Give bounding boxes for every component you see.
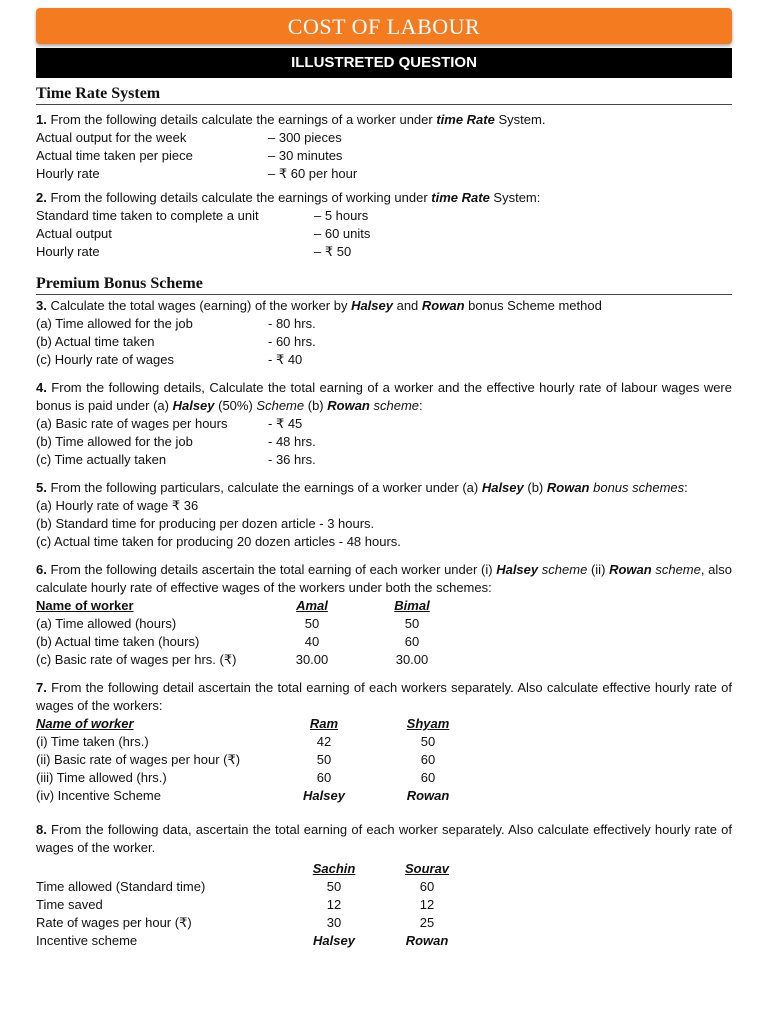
table-row: (iv) Incentive Scheme Halsey Rowan (36, 788, 450, 803)
detail-row: Actual output for the week – 300 pieces (36, 130, 342, 145)
question-2-text: 2. From the following details calculate the earnings of working under time Rate System: (36, 190, 541, 205)
detail-row: (b) Time allowed for the job - 48 hrs. (36, 434, 316, 449)
detail-row: (a) Time allowed for the job - 80 hrs. (36, 316, 316, 331)
detail-row: Standard time taken to complete a unit – 5 hours (36, 208, 369, 223)
table-header-row: Name of worker Amal Bimal (36, 598, 430, 613)
table-header-row: Name of worker Ram Shyam (36, 716, 450, 731)
table-row: (b) Actual time taken (hours) 40 60 (36, 634, 420, 649)
worker-table (36, 860, 732, 950)
table-row: (ii) Basic rate of wages per hour (₹) 50 60 (36, 752, 436, 767)
page-title-banner: COST OF LABOUR (36, 8, 732, 44)
question-7 (36, 679, 732, 805)
question-2 (36, 189, 732, 261)
question-1-text: 1. From the following details calculate the earnings of a worker under time Rate System. (36, 112, 546, 127)
detail-row: Hourly rate – ₹ 60 per hour (36, 166, 358, 181)
question-number: 4. (36, 380, 47, 395)
question-number: 3. (36, 298, 47, 313)
question-number: 1. (36, 112, 47, 127)
question-number: 8. (36, 822, 47, 837)
table-row: (c) Basic rate of wages per hrs. (₹) 30.00 30.00 (36, 652, 429, 667)
detail-row: (c) Time actually taken - 36 hrs. (36, 452, 316, 467)
table-row: Time saved 12 12 (36, 897, 435, 912)
table-header-row: Sachin Sourav (312, 861, 450, 876)
detail-row: (b) Actual time taken - 60 hrs. (36, 334, 316, 349)
table-row: Time allowed (Standard time) 50 60 (36, 879, 435, 894)
question-3-text: 3. Calculate the total wages (earning) of the worker by Halsey and Rowan bonus Scheme method (36, 298, 602, 313)
subtitle-bar: ILLUSTRETED QUESTION (36, 48, 732, 78)
detail-row: Actual time taken per piece – 30 minutes (36, 148, 343, 163)
detail-line: (a) Hourly rate of wage ₹ 36 (36, 498, 199, 513)
question-number: 7. (36, 680, 47, 695)
section-heading-premium-bonus: Premium Bonus Scheme (36, 275, 732, 295)
detail-row: Hourly rate – ₹ 50 (36, 244, 352, 259)
detail-row: (c) Hourly rate of wages - ₹ 40 (36, 352, 303, 367)
question-6-text: 6. From the following details ascertain the total earning of each worker under (i) Halsey scheme (ii) Rowan scheme, also calculate hourly rate of effective wages of the workers under both the schemes: (36, 562, 732, 595)
table-row: (iii) Time allowed (hrs.) 60 60 (36, 770, 436, 785)
table-row: Incentive scheme Halsey Rowan (36, 933, 449, 948)
question-5-text: 5. From the following particulars, calculate the earnings of a worker under (a) Halsey (b) Rowan bonus schemes: (36, 480, 688, 495)
table-row: (a) Time allowed (hours) 50 50 (36, 616, 420, 631)
detail-row: (a) Basic rate of wages per hours - ₹ 45 (36, 416, 303, 431)
question-8 (36, 821, 732, 950)
question-6 (36, 561, 732, 669)
section-heading-time-rate: Time Rate System (36, 85, 732, 105)
question-4-text: 4. From the following details, Calculate the total earning of a worker and the effective hourly rate of labour wages were bonus is paid under (a) Halsey (50%) Scheme (b) Rowan scheme: (36, 380, 732, 413)
table-row: Rate of wages per hour (₹) 30 25 (36, 915, 435, 930)
document-page (36, 8, 732, 950)
detail-line: (c) Actual time taken for producing 20 dozen articles - 48 hours. (36, 534, 401, 549)
question-1 (36, 111, 732, 183)
worker-table (36, 715, 732, 805)
worker-table (36, 597, 732, 669)
question-4 (36, 379, 732, 469)
detail-line: (b) Standard time for producing per dozen article - 3 hours. (36, 516, 375, 531)
question-3 (36, 297, 732, 369)
detail-row: Actual output – 60 units (36, 226, 371, 241)
question-number: 6. (36, 562, 47, 577)
question-number: 2. (36, 190, 47, 205)
question-8-text: 8. From the following data, ascertain the total earning of each worker separately. Also calculate effectively hourly rate of wages of the worker. (36, 822, 732, 855)
question-7-text: 7. From the following detail ascertain the total earning of each workers separately. Also calculate effective hourly rate of wages of the workers: (36, 680, 732, 713)
question-5 (36, 479, 732, 551)
table-row: (i) Time taken (hrs.) 42 50 (36, 734, 436, 749)
question-number: 5. (36, 480, 47, 495)
